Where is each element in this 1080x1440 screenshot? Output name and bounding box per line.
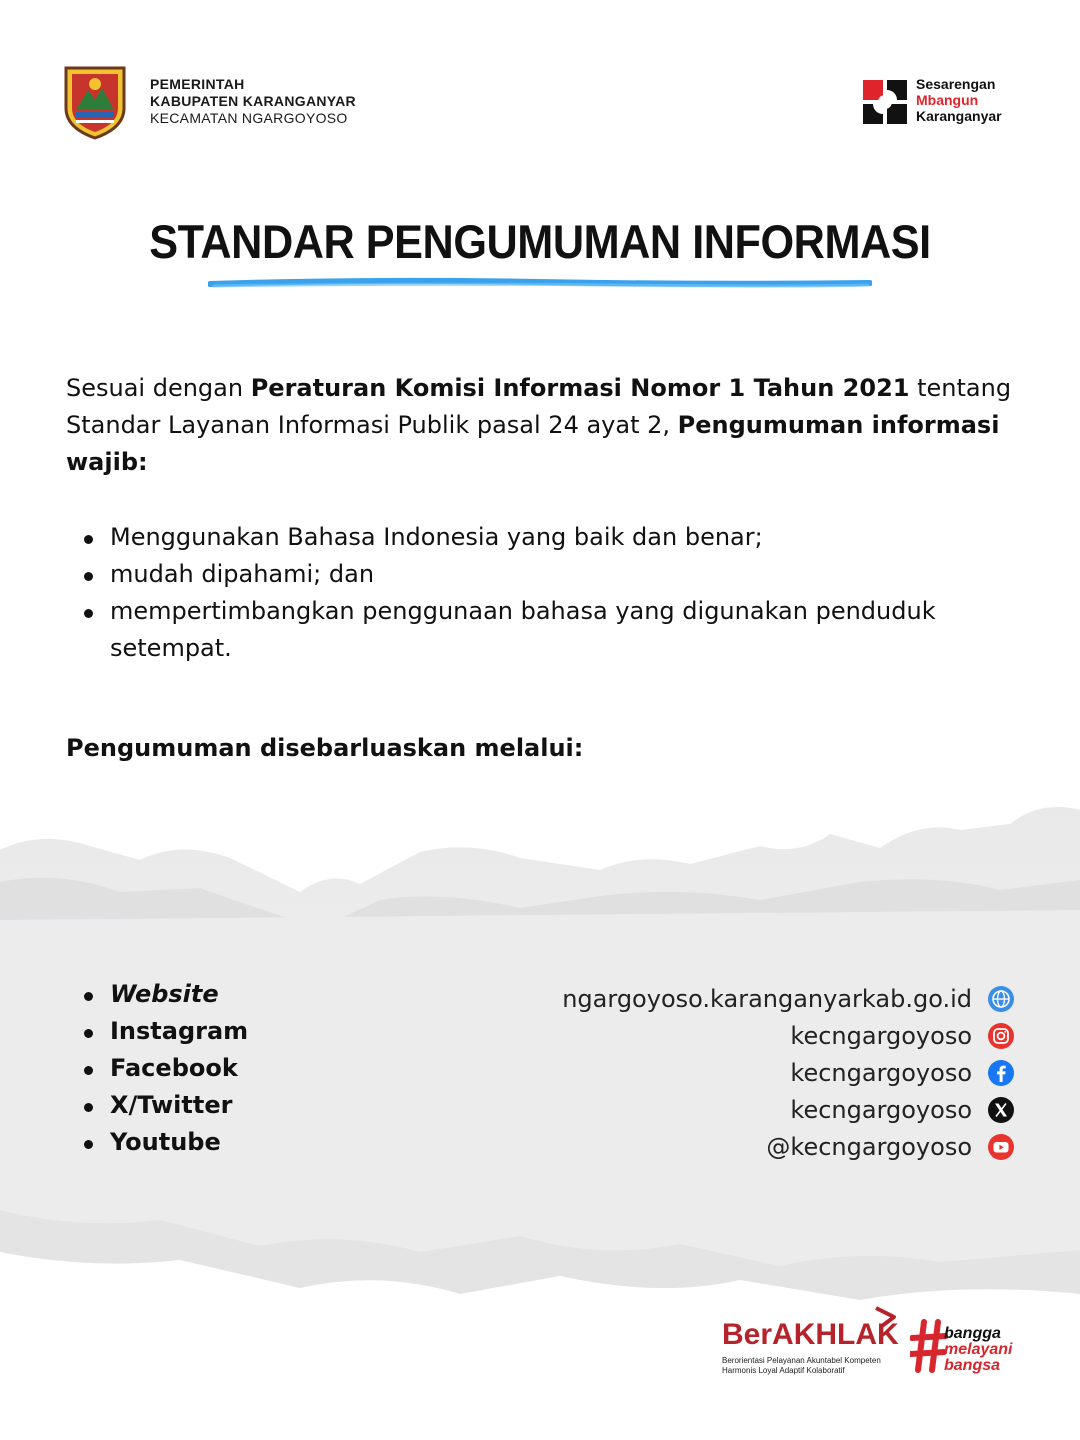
handles-list: [562, 980, 1016, 1165]
list-item: X/Twitter: [80, 1087, 248, 1124]
berakhlak-tagline-2: Harmonis Loyal Adaptif Kolaboratif: [722, 1366, 845, 1375]
sesarengan-logo-icon: [861, 78, 909, 126]
instagram-icon: [986, 1021, 1016, 1051]
gov-line-kabupaten: KABUPATEN KARANGANYAR: [150, 93, 356, 109]
intro-paragraph: [66, 370, 1026, 481]
brand-line-sesarengan: Sesarengan: [916, 76, 996, 92]
intro-text-2: tentang Standar Layanan Informasi Publik pasal 24 ayat 2,: [66, 374, 1012, 439]
gov-line-kecamatan: KECAMATAN NGARGOYOSO: [150, 110, 348, 126]
bangsa-text: bangsa: [944, 1357, 1001, 1374]
government-text: [150, 76, 356, 127]
list-item: mempertimbangkan penggunaan bahasa yang digunakan penduduk setempat.: [80, 593, 1020, 667]
sesarengan-text: [916, 76, 1002, 124]
website-url[interactable]: ngargoyoso.karanganyarkab.go.id: [562, 984, 972, 1013]
channels-heading: Pengumuman disebarluaskan melalui:: [66, 734, 584, 762]
handle-row-twitter: [562, 1091, 1016, 1128]
berakhlak-logo: BerAKHLAK: [722, 1318, 899, 1351]
brand-line-mbangun: Mbangun: [916, 92, 979, 108]
hashtag-icon: [910, 1318, 948, 1374]
intro-bold-regulation: Peraturan Komisi Informasi Nomor 1 Tahun 2021: [250, 374, 910, 402]
youtube-icon: [986, 1132, 1016, 1162]
intro-text-1: Sesuai dengan: [66, 374, 251, 402]
twitter-handle[interactable]: kecngargoyoso: [790, 1095, 972, 1124]
requirements-list: [80, 519, 1020, 667]
handle-row-facebook: [562, 1054, 1016, 1091]
list-item: Menggunakan Bahasa Indonesia yang baik dan benar;: [80, 519, 1020, 556]
page-title: STANDAR PENGUMUMAN INFORMASI: [149, 215, 931, 268]
title-underline: [208, 276, 872, 290]
list-item: mudah dipahami; dan: [80, 556, 1020, 593]
channels-list: [80, 976, 248, 1161]
list-item: [80, 976, 248, 1013]
handle-row-instagram: [562, 1017, 1016, 1054]
berakhlak-tagline: [722, 1356, 881, 1376]
x-twitter-icon: [986, 1095, 1016, 1125]
gov-line-pemerintah: PEMERINTAH: [150, 76, 245, 92]
bangga-text: bangga: [944, 1325, 1001, 1342]
handle-row-youtube: [562, 1128, 1016, 1165]
intro-bold-obligation: Pengumuman informasi wajib:: [66, 411, 1000, 476]
instagram-handle[interactable]: kecngargoyoso: [790, 1021, 972, 1050]
channel-website: Website: [110, 980, 219, 1008]
handle-row-website: [562, 980, 1016, 1017]
brand-line-karanganyar: Karanganyar: [916, 108, 1002, 124]
list-item: Instagram: [80, 1013, 248, 1050]
youtube-handle[interactable]: @kecngargoyoso: [766, 1132, 972, 1161]
berakhlak-tagline-1: Berorientasi Pelayanan Akuntabel Kompeten: [722, 1356, 881, 1365]
facebook-handle[interactable]: kecngargoyoso: [790, 1058, 972, 1087]
globe-icon: [986, 984, 1016, 1014]
kabupaten-karanganyar-emblem: [62, 64, 128, 140]
list-item: Facebook: [80, 1050, 248, 1087]
list-item: Youtube: [80, 1124, 248, 1161]
melayani-text: melayani: [944, 1341, 1013, 1358]
bangga-melayani-bangsa-logo: [944, 1326, 1012, 1374]
facebook-icon: [986, 1058, 1016, 1088]
